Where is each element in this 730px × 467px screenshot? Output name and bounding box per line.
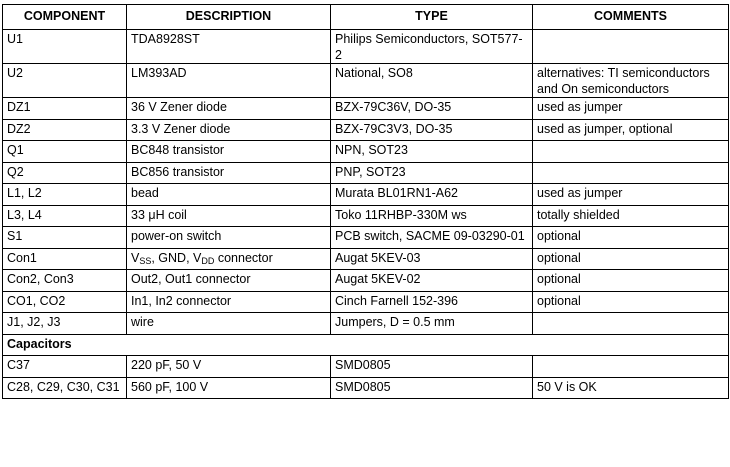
cell-component: C28, C29, C30, C31 <box>3 377 127 399</box>
table-row <box>3 64 729 98</box>
cell-comments: optional <box>533 270 729 292</box>
subscript-ss: SS <box>139 255 152 266</box>
cell-type: BZX-79C36V, DO-35 <box>331 98 533 120</box>
cell-description: Out2, Out1 connector <box>127 270 331 292</box>
cell-comments: 50 V is OK <box>533 377 729 399</box>
cell-type: Jumpers, D = 0.5 mm <box>331 313 533 335</box>
cell-comments <box>533 313 729 335</box>
cell-component: Con1 <box>3 248 127 270</box>
table-row <box>3 356 729 378</box>
table-row <box>3 227 729 249</box>
cell-description: bead <box>127 184 331 206</box>
cell-description: 220 pF, 50 V <box>127 356 331 378</box>
cell-description: BC848 transistor <box>127 141 331 163</box>
cell-comments <box>533 141 729 163</box>
cell-type: SMD0805 <box>331 356 533 378</box>
cell-comments: totally shielded <box>533 205 729 227</box>
cell-component: C37 <box>3 356 127 378</box>
cell-component: Q1 <box>3 141 127 163</box>
cell-component: J1, J2, J3 <box>3 313 127 335</box>
desc-v-label: V <box>131 250 140 265</box>
cell-comments: used as jumper <box>533 184 729 206</box>
cell-type: National, SO8 <box>331 64 533 98</box>
cell-description: 3.3 V Zener diode <box>127 119 331 141</box>
table-row <box>3 30 729 64</box>
section-row <box>3 334 729 356</box>
cell-component: Con2, Con3 <box>3 270 127 292</box>
table-row <box>3 162 729 184</box>
cell-component: L3, L4 <box>3 205 127 227</box>
cell-comments: used as jumper <box>533 98 729 120</box>
cell-component: DZ2 <box>3 119 127 141</box>
cell-description: 36 V Zener diode <box>127 98 331 120</box>
cell-description: power-on switch <box>127 227 331 249</box>
header-row <box>3 5 729 30</box>
cell-description: 33 μH coil <box>127 205 331 227</box>
cell-description: TDA8928ST <box>127 30 331 64</box>
cell-type: PNP, SOT23 <box>331 162 533 184</box>
cell-comments: optional <box>533 227 729 249</box>
cell-component: S1 <box>3 227 127 249</box>
table-row <box>3 119 729 141</box>
cell-type: NPN, SOT23 <box>331 141 533 163</box>
table-row <box>3 184 729 206</box>
cell-type: PCB switch, SACME 09-03290-01 <box>331 227 533 249</box>
cell-component: CO1, CO2 <box>3 291 127 313</box>
header-comments: COMMENTS <box>533 5 729 30</box>
subscript-dd: DD <box>201 255 215 266</box>
cell-description <box>127 248 331 270</box>
table-row <box>3 377 729 399</box>
cell-type: Toko 11RHBP-330M ws <box>331 205 533 227</box>
cell-type: Murata BL01RN1-A62 <box>331 184 533 206</box>
cell-type: Cinch Farnell 152-396 <box>331 291 533 313</box>
cell-type: SMD0805 <box>331 377 533 399</box>
cell-comments: alternatives: TI semiconductors and On semiconductors <box>533 64 729 98</box>
cell-comments: used as jumper, optional <box>533 119 729 141</box>
cell-type: Philips Semiconductors, SOT577-2 <box>331 30 533 64</box>
cell-comments <box>533 30 729 64</box>
cell-comments: optional <box>533 248 729 270</box>
table-row <box>3 205 729 227</box>
cell-type: Augat 5KEV-02 <box>331 270 533 292</box>
header-description: DESCRIPTION <box>127 5 331 30</box>
cell-comments <box>533 162 729 184</box>
header-component: COMPONENT <box>3 5 127 30</box>
section-heading-capacitors: Capacitors <box>3 334 729 356</box>
cell-type: BZX-79C3V3, DO-35 <box>331 119 533 141</box>
table-row <box>3 248 729 270</box>
desc-tail: connector <box>214 250 273 265</box>
table-row <box>3 313 729 335</box>
desc-mid: , GND, V <box>151 250 202 265</box>
cell-component: DZ1 <box>3 98 127 120</box>
table-row <box>3 291 729 313</box>
component-table <box>2 4 729 399</box>
table-row <box>3 270 729 292</box>
cell-description: BC856 transistor <box>127 162 331 184</box>
cell-type: Augat 5KEV-03 <box>331 248 533 270</box>
cell-component: L1, L2 <box>3 184 127 206</box>
cell-description: In1, In2 connector <box>127 291 331 313</box>
cell-comments: optional <box>533 291 729 313</box>
cell-comments <box>533 356 729 378</box>
cell-component: U2 <box>3 64 127 98</box>
header-type: TYPE <box>331 5 533 30</box>
cell-component: U1 <box>3 30 127 64</box>
cell-component: Q2 <box>3 162 127 184</box>
cell-description: 560 pF, 100 V <box>127 377 331 399</box>
cell-description: wire <box>127 313 331 335</box>
table-row <box>3 98 729 120</box>
cell-description: LM393AD <box>127 64 331 98</box>
table-row <box>3 141 729 163</box>
